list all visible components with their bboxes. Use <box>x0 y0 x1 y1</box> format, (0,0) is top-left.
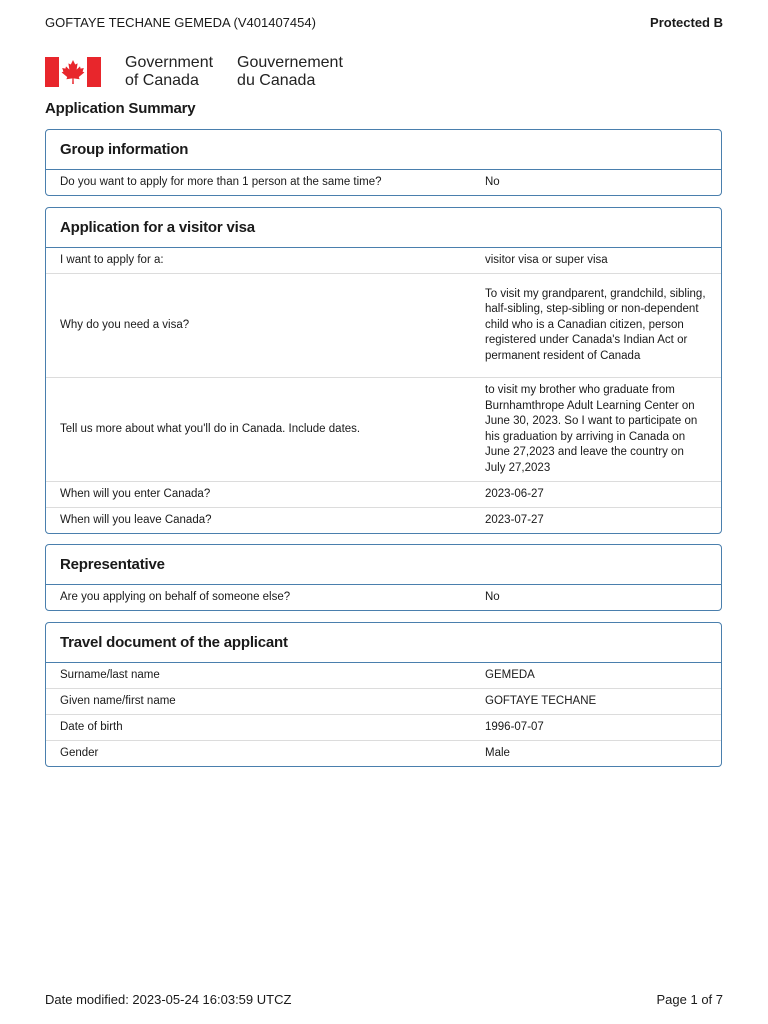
answer: 1996-07-07 <box>485 720 544 733</box>
answer: visitor visa or super visa <box>485 253 608 266</box>
answer: No <box>485 175 500 188</box>
answer: 2023-07-27 <box>485 513 544 526</box>
gov-fr-line2: du Canada <box>237 72 316 89</box>
question: Tell us more about what you'll do in Canada. Include dates. <box>60 422 361 435</box>
table-row <box>46 507 721 533</box>
question: When will you leave Canada? <box>60 513 212 526</box>
representative-section <box>45 544 722 611</box>
government-of-canada-signature <box>45 54 343 90</box>
date-modified: Date modified: 2023-05-24 16:03:59 UTCZ <box>45 992 292 1007</box>
table-row <box>46 740 721 766</box>
answer: to visit my brother who graduate from Burnhamthrope Adult Learning Center on June 30, 2023. So I want to participate on his graduation by arriving in Canada on June 27,2023 and leave the country on July 27,2023 <box>485 384 698 474</box>
section-title: Travel document of the applicant <box>46 623 721 663</box>
government-french <box>237 54 343 90</box>
page-header <box>45 15 723 30</box>
question: Surname/last name <box>60 668 160 681</box>
visitor-visa-section <box>45 207 722 534</box>
question: Given name/first name <box>60 694 176 707</box>
classification-label: Protected B <box>650 15 723 30</box>
question: Date of birth <box>60 720 123 733</box>
answer: GOFTAYE TECHANE <box>485 694 597 707</box>
table-row <box>46 170 721 195</box>
answer: No <box>485 590 500 603</box>
question: I want to apply for a: <box>60 253 164 266</box>
group-information-section <box>45 129 722 196</box>
question: Do you want to apply for more than 1 person at the same time? <box>60 175 382 188</box>
table-row <box>46 663 721 688</box>
answer: To visit my grandparent, grandchild, sibling, half-sibling, step-sibling or non-dependent child who is a Canadian citizen, person registered under Canada's Indian Act or permanent resident of Canada <box>485 287 706 362</box>
question: When will you enter Canada? <box>60 487 211 500</box>
section-title: Representative <box>46 545 721 585</box>
section-title: Application for a visitor visa <box>46 208 721 248</box>
gov-en-line2: of Canada <box>125 72 199 89</box>
gov-fr-line1: Gouvernement <box>237 54 343 71</box>
page-footer <box>45 992 723 1007</box>
table-row <box>46 248 721 273</box>
table-row <box>46 481 721 507</box>
travel-document-section <box>45 622 722 767</box>
answer: 2023-06-27 <box>485 487 544 500</box>
canada-flag-icon <box>45 57 101 87</box>
table-row <box>46 714 721 740</box>
page-title: Application Summary <box>45 100 196 117</box>
section-title: Group information <box>46 130 721 170</box>
table-row <box>46 688 721 714</box>
page-number: Page 1 of 7 <box>656 992 723 1007</box>
applicant-name-id: GOFTAYE TECHANE GEMEDA (V401407454) <box>45 15 316 30</box>
answer: GEMEDA <box>485 668 535 681</box>
answer: Male <box>485 746 510 759</box>
question: Gender <box>60 746 99 759</box>
government-english <box>125 54 213 90</box>
table-row <box>46 377 721 481</box>
question: Are you applying on behalf of someone else? <box>60 590 291 603</box>
table-row <box>46 585 721 610</box>
question: Why do you need a visa? <box>60 318 190 331</box>
gov-en-line1: Government <box>125 54 214 71</box>
table-row <box>46 273 721 377</box>
